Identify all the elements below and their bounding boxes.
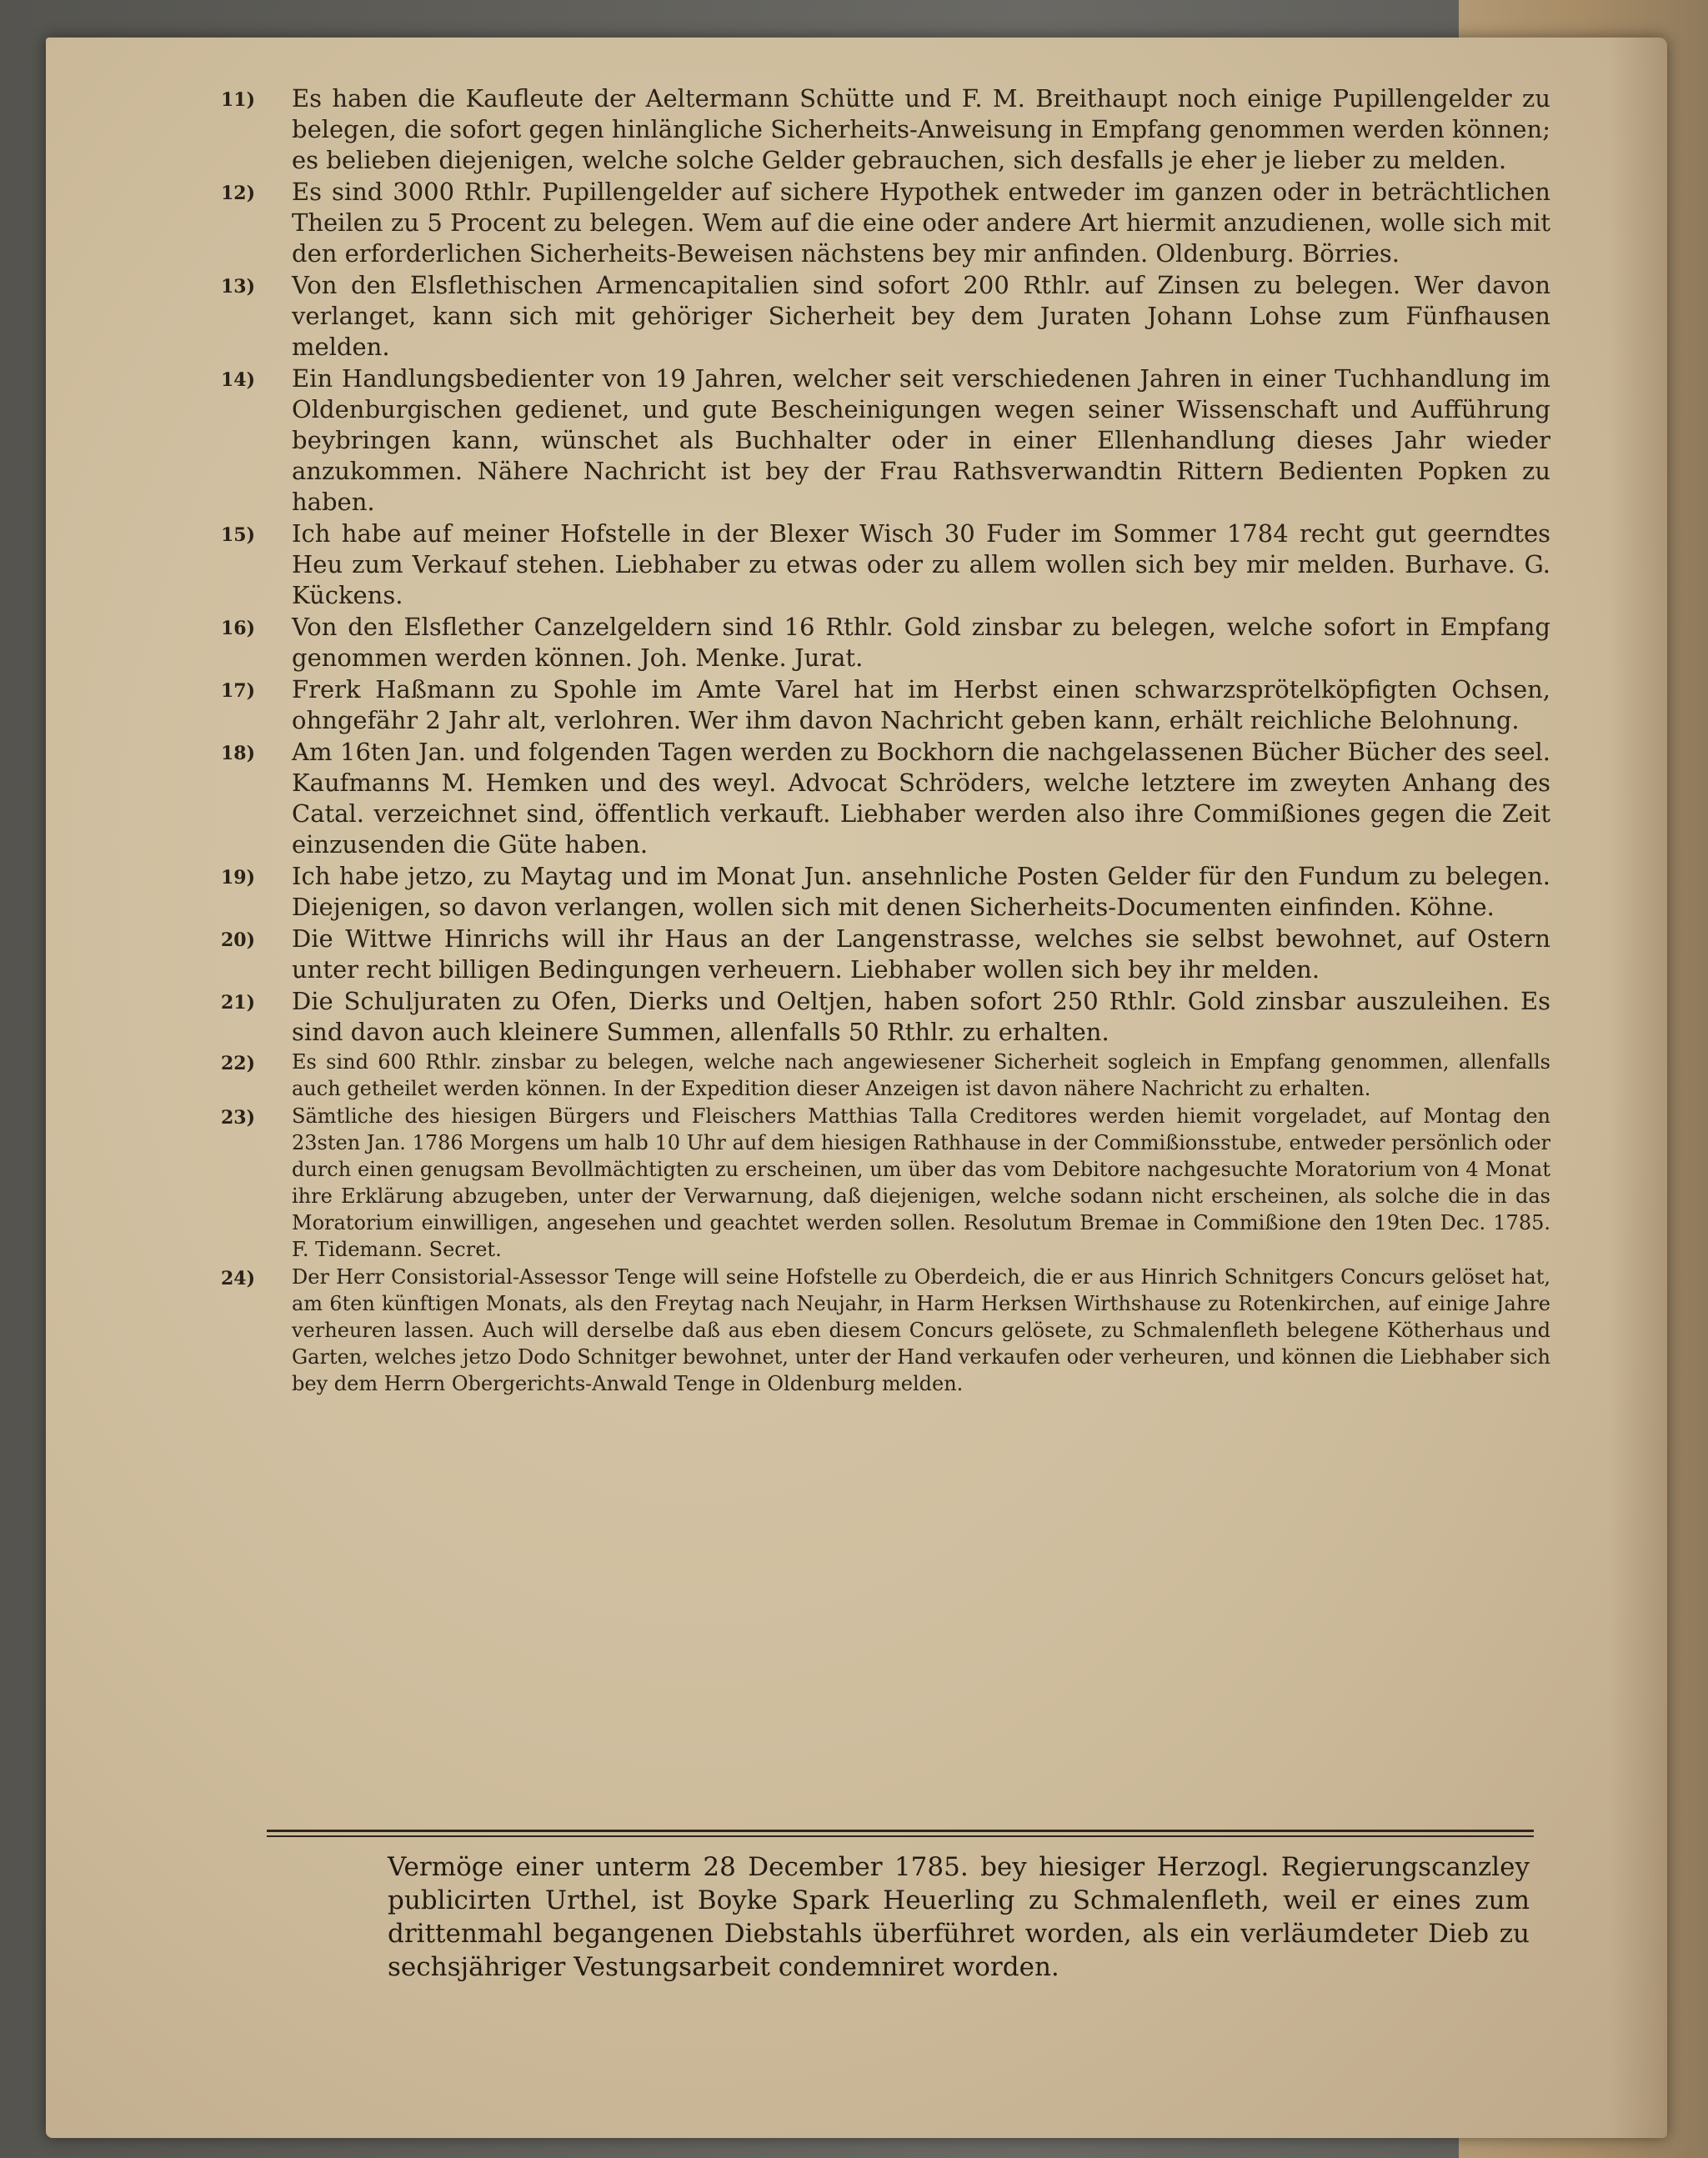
entry-text: Ein Handlungsbedienter von 19 Jahren, welcher seit verschiedenen Jahren in einer Tuchhandlung im Oldenburgischen gedienet, und gute Bescheinigungen wegen seiner Wissenschaft und Aufführung beybringen kann, wünschet als Buchhalter oder in einer Ellenhandlung dieses Jahr wieder anzukommen. Nähere Nachricht ist bey der Frau Rathsverwandtin Rittern Bedienten Popken zu haben. [292, 364, 1550, 516]
entry-text: Die Wittwe Hinrichs will ihr Haus an der Langenstrasse, welches sie selbst bewohnet, auf Ostern unter recht billigen Bedingungen verheuern. Liebhaber wollen sich bey ihr melden. [292, 924, 1550, 984]
entry-number: 12) [221, 183, 256, 204]
entry-23 [221, 1103, 1550, 1263]
entry-number: 23) [221, 1107, 256, 1129]
entry-22 [221, 1049, 1550, 1102]
entry-11 [221, 83, 1550, 176]
entry-text: Frerk Haßmann zu Spohle im Amte Varel hat im Herbst einen schwarzsprötelköpfigten Ochsen, ohngefähr 2 Jahr alt, verlohren. Wer ihm davon Nachricht geben kann, erhält reichliche Belohnung. [292, 675, 1550, 734]
entry-text: Von den Elsflether Canzelgeldern sind 16 Rthlr. Gold zinsbar zu belegen, welche sofort in Empfang genommen werden können. Joh. Menke. Jurat. [292, 613, 1550, 672]
entry-24 [221, 1264, 1550, 1397]
entry-13 [221, 270, 1550, 363]
entry-number: 11) [221, 89, 256, 111]
entry-signature: Börries. [1301, 239, 1400, 268]
entry-15 [221, 518, 1551, 611]
entry-number: 24) [221, 1268, 256, 1289]
divider-rule-thin [267, 1835, 1534, 1837]
entry-text: Ich habe auf meiner Hofstelle in der Blexer Wisch 30 Fuder im Sommer 1784 recht gut geerndtes Heu zum Verkauf stehen. Liebhaber zu etwas oder zu allem wollen sich bey mir melden. Burhave. G. Kückens. [292, 519, 1551, 609]
entry-text: Von den Elsflethischen Armencapitalien sind sofort 200 Rthlr. auf Zinsen zu belegen. Wer davon verlanget, kann sich mit gehöriger Sicherheit bey dem Juraten Johann Lohse zum Fünfhausen melden. [292, 271, 1550, 361]
entry-number: 14) [221, 369, 256, 391]
entry-text: Die Schuljuraten zu Ofen, Dierks und Oeltjen, haben sofort 250 Rthlr. Gold zinsbar auszuleihen. Es sind davon auch kleinere Summen, allenfalls 50 Rthlr. zu erhalten. [292, 987, 1550, 1046]
entry-18 [221, 737, 1550, 860]
entry-21 [221, 986, 1550, 1048]
entry-text: Es sind 3000 Rthlr. Pupillengelder auf sichere Hypothek entweder im ganzen oder in beträchtlichen Theilen zu 5 Procent zu belegen. Wem auf die eine oder andere Art hiermit anzudienen, wolle sich mit den erforderlichen Sicherheits-Beweisen nächstens bey mir anfinden. Oldenburg. Börries. [292, 178, 1550, 268]
entry-text: Es haben die Kaufleute der Aeltermann Schütte und F. M. Breithaupt noch einige Pupillengelder zu belegen, die sofort gegen hinlängliche Sicherheits-Anweisung in Empfang genommen werden können; es belieben diejenigen, welche solche Gelder gebrauchen, sich desfalls je eher je lieber zu melden. [292, 84, 1550, 174]
announcements-list [221, 83, 1551, 1398]
section-divider [267, 1830, 1534, 1840]
entry-number: 17) [221, 680, 256, 702]
entry-19 [221, 861, 1550, 923]
entry-number: 22) [221, 1053, 256, 1074]
entry-number: 19) [221, 867, 256, 889]
entry-16 [221, 612, 1550, 673]
entry-number: 21) [221, 992, 256, 1014]
entry-text: Ich habe jetzo, zu Maytag und im Monat Jun. ansehnliche Posten Gelder für den Fundum zu belegen. Diejenigen, so davon verlangen, wollen sich mit denen Sicherheits-Documenten einfinden. Köhne. [292, 862, 1550, 921]
divider-rule-thick [267, 1830, 1534, 1832]
entry-text: Es sind 600 Rthlr. zinsbar zu belegen, welche nach angewiesener Sicherheit sogleich in Empfang genommen, allenfalls auch getheilet werden können. In der Expedition dieser Anzeigen ist davon nähere Nachricht zu erhalten. [292, 1050, 1550, 1100]
entry-text: Sämtliche des hiesigen Bürgers und Fleischers Matthias Talla Creditores werden hiemit vorgeladet, auf Montag den 23sten Jan. 1786 Morgens um halb 10 Uhr auf dem hiesigen Rathhause in der Commißionsstube, entweder persönlich oder durch einen genugsam Bevollmächtigten zu erscheinen, um über das vom Debitore nachgesuchte Moratorium von 4 Monat ihre Erklärung abzugeben, unter der Verwarnung, daß diejenigen, welche sodann nicht erscheinen, als solche die in das Moratorium einwilligen, angesehen und geachtet werden sollen. Resolutum Bremae in Commißione den 19ten Dec. 1785. F. Tidemann. Secret. [292, 1104, 1550, 1261]
entry-number: 16) [221, 618, 256, 639]
court-notice: Vermöge einer unterm 28 December 1785. bey hiesiger Herzogl. Regierungscanzley publicirten Urthel, ist Boyke Spark Heuerling zu Schmalenfleth, weil er eines zum drittenmahl begangenen Diebstahls überführet worden, als ein verläumdeter Dieb zu sechsjähriger Vestungsarbeit condemniret worden. [388, 1852, 1530, 1982]
entry-signature: Köhne. [1409, 893, 1495, 921]
entry-14 [221, 363, 1550, 518]
entry-number: 18) [221, 743, 256, 764]
entry-number: 13) [221, 276, 256, 298]
entry-20 [221, 924, 1550, 985]
entry-number: 20) [221, 929, 256, 951]
entry-signature: F. Tidemann. Secret. [292, 1238, 502, 1261]
entry-number: 15) [221, 524, 256, 546]
entry-17 [221, 674, 1550, 736]
entry-signature: G. Kückens. [292, 550, 1551, 609]
entry-12 [221, 177, 1550, 269]
entry-text: Am 16ten Jan. und folgenden Tagen werden zu Bockhorn die nachgelassenen Bücher Bücher des seel. Kaufmanns M. Hemken und des weyl. Advocat Schröders, welche letztere im zweyten Anhang des Catal. verzeichnet sind, öffentlich verkauft. Liebhaber werden also ihre Commißiones gegen die Zeit einzusenden die Güte haben. [292, 738, 1550, 859]
entry-signature: Joh. Menke. Jurat. [640, 643, 864, 672]
page-fold-shadow [1609, 38, 1667, 2138]
entry-text: Der Herr Consistorial-Assessor Tenge will seine Hofstelle zu Oberdeich, die er aus Hinrich Schnitgers Concurs gelöset hat, am 6ten künftigen Monats, als den Freytag nach Neujahr, in Harm Herksen Wirthshause zu Rotenkirchen, auf einige Jahre verheuren lassen. Auch will derselbe daß aus eben diesem Concurs gelösete, zu Schmalenfleth belegene Kötherhaus und Garten, welches jetzo Dodo Schnitger bewohnet, unter der Hand verkaufen oder verheuren, und können die Liebhaber sich bey dem Herrn Obergerichts-Anwald Tenge in Oldenburg melden. [292, 1265, 1550, 1395]
